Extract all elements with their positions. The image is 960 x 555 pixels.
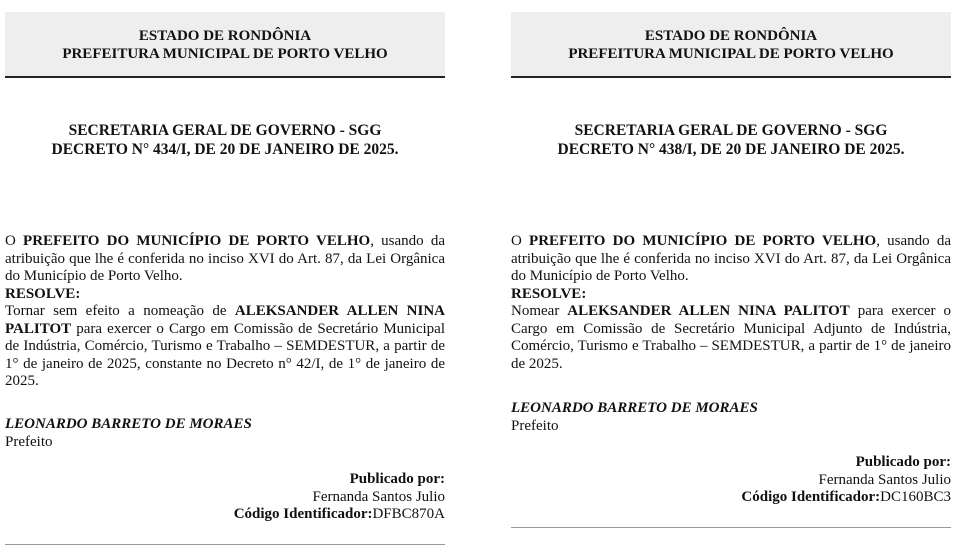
mayor-title: PREFEITO DO MUNICÍPIO DE PORTO VELHO: [23, 233, 371, 249]
intro-text: , usando da atribuição que lhe é conferida no inciso XVI do Art. 87, da Lei Orgânica do Município de Porto Velho.: [5, 233, 445, 284]
prefecture-name: PREFEITURA MUNICIPAL DE PORTO VELHO: [62, 46, 388, 62]
appointee-name: ALEKSANDER ALLEN NINA PALITOT: [567, 303, 850, 319]
state-name: ESTADO DE RONDÔNIA: [138, 28, 312, 44]
decree-body: [5, 233, 445, 391]
action-text: para exercer o Cargo em Comissão de Secretário Municipal de Indústria, Comércio, Turismo e Trabalho – SEMDESTUR, a partir de 1° de janeiro de 2025, constante no Decreto n° 42/I, de 1° de janeiro de 2025.: [5, 320, 445, 389]
action-paragraph: [511, 303, 951, 373]
secretariat-line: SECRETARIA GERAL DE GOVERNO - SGG: [574, 122, 888, 139]
publisher-name: Fernanda Santos Julio: [818, 471, 951, 488]
identifier-line: [5, 506, 445, 524]
identifier-line: [511, 489, 951, 507]
header-banner: [5, 12, 445, 78]
action-prefix: Tornar sem efeito a nomeação de: [5, 303, 235, 319]
signatory-role: Prefeito: [511, 418, 559, 434]
identifier-code: DFBC870A: [372, 506, 445, 522]
signature-block: [511, 399, 951, 435]
intro-paragraph: [511, 233, 951, 286]
decree-title: [511, 121, 951, 159]
footer-divider: [511, 527, 951, 528]
action-paragraph: [5, 303, 445, 391]
decree-body: [511, 233, 951, 373]
resolve-label: RESOLVE:: [5, 285, 81, 302]
state-name: ESTADO DE RONDÔNIA: [644, 28, 818, 44]
decree-title: [5, 121, 445, 159]
publication-block: [5, 471, 445, 524]
identifier-label: Código Identificador:: [741, 489, 881, 505]
action-text: para exercer o Cargo em Comissão de Secretário Municipal Adjunto de Indústria, Comércio, Turismo e Trabalho – SEMDESTUR, a partir de 1° de janeiro de 2025.: [511, 303, 951, 372]
publisher-name: Fernanda Santos Julio: [312, 488, 445, 505]
intro-paragraph: [5, 233, 445, 286]
signatory-name: LEONARDO BARRETO DE MORAES: [511, 400, 758, 416]
decree-434: [5, 0, 445, 555]
appointee-name: ALEKSANDER ALLEN NINA PALITOT: [5, 303, 445, 337]
prefecture-name: PREFEITURA MUNICIPAL DE PORTO VELHO: [568, 46, 894, 62]
footer-divider: [5, 544, 445, 545]
resolve-label: RESOLVE:: [511, 285, 587, 302]
intro-text: , usando da atribuição que lhe é conferida no inciso XVI do Art. 87, da Lei Orgânica do Município de Porto Velho.: [511, 233, 951, 284]
published-by-label: Publicado por:: [855, 454, 951, 470]
mayor-title: PREFEITO DO MUNICÍPIO DE PORTO VELHO: [529, 233, 877, 249]
intro-prefix: O: [511, 233, 530, 249]
secretariat-line: SECRETARIA GERAL DE GOVERNO - SGG: [68, 122, 382, 139]
intro-prefix: O: [5, 233, 24, 249]
identifier-label: Código Identificador:: [233, 506, 373, 522]
header-banner: [511, 12, 951, 78]
action-prefix: Nomear: [511, 303, 568, 319]
signature-block: [5, 415, 445, 451]
publication-block: [511, 454, 951, 507]
identifier-code: DC160BC3: [880, 489, 951, 505]
decree-number-line: DECRETO N° 438/I, DE 20 DE JANEIRO DE 2025.: [557, 141, 905, 158]
published-by-label: Publicado por:: [349, 471, 445, 487]
signatory-name: LEONARDO BARRETO DE MORAES: [5, 416, 252, 432]
signatory-role: Prefeito: [5, 434, 53, 450]
decree-number-line: DECRETO N° 434/I, DE 20 DE JANEIRO DE 2025.: [51, 141, 399, 158]
decree-438: [511, 0, 951, 555]
